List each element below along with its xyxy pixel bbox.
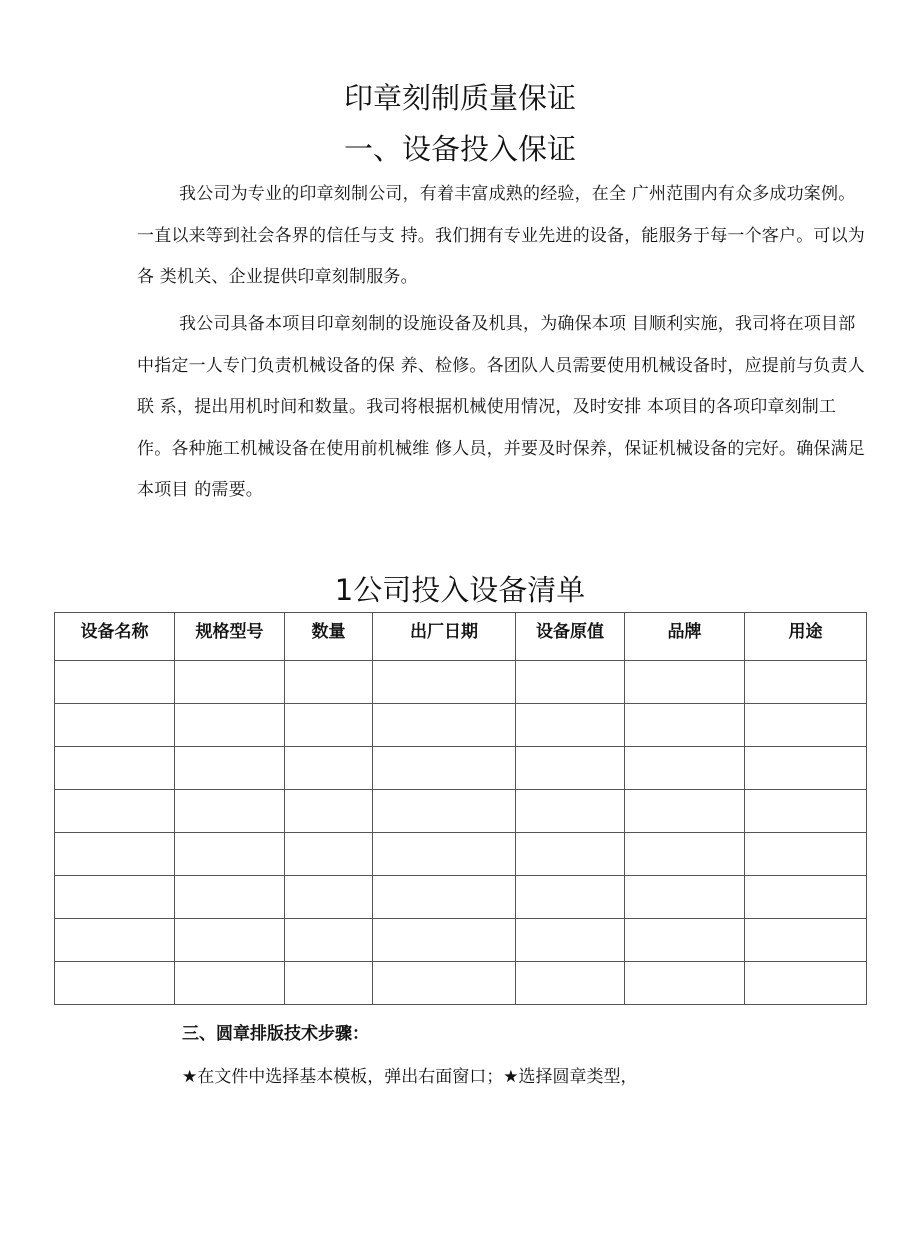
table-cell xyxy=(625,704,745,747)
table-cell xyxy=(175,704,285,747)
table-cell xyxy=(175,790,285,833)
equipment-table-title: 1公司投入设备清单 xyxy=(334,573,586,607)
table-cell xyxy=(373,919,516,962)
table-cell xyxy=(55,962,175,1005)
table-cell xyxy=(745,919,867,962)
table-row xyxy=(55,704,867,747)
table-cell xyxy=(516,962,625,1005)
table-header-row xyxy=(55,613,867,661)
header-spec-model: 规格型号 xyxy=(175,613,285,661)
table-cell xyxy=(285,704,373,747)
table-cell xyxy=(55,876,175,919)
header-equipment-name: 设备名称 xyxy=(55,613,175,661)
table-cell xyxy=(285,790,373,833)
paragraph-company-intro: 我公司为专业的印章刻制公司，有着丰富成熟的经验，在全 广州范围内有众多成功案例。一直以来等到社会各界的信任与支 持。我们拥有专业先进的设备，能服务于每一个客户。可以为各 类机关、企业提供印章刻制服务。 xyxy=(137,184,866,287)
table-cell xyxy=(745,833,867,876)
table-cell xyxy=(745,747,867,790)
table-cell xyxy=(516,747,625,790)
table-cell xyxy=(625,876,745,919)
table-cell xyxy=(175,962,285,1005)
table-cell xyxy=(745,962,867,1005)
header-brand: 品牌 xyxy=(625,613,745,661)
table-cell xyxy=(516,790,625,833)
table-cell xyxy=(55,747,175,790)
table-cell xyxy=(625,833,745,876)
table-body xyxy=(55,661,867,1005)
document-title: 印章刻制质量保证 xyxy=(343,81,576,115)
table-cell xyxy=(373,704,516,747)
table-cell xyxy=(285,747,373,790)
table-row xyxy=(55,962,867,1005)
table-cell xyxy=(285,833,373,876)
table-cell xyxy=(745,790,867,833)
table-cell xyxy=(175,876,285,919)
table-cell xyxy=(373,661,516,704)
table-cell xyxy=(55,919,175,962)
header-quantity: 数量 xyxy=(285,613,373,661)
table-cell xyxy=(625,919,745,962)
table-cell xyxy=(55,661,175,704)
table-cell xyxy=(285,876,373,919)
table-cell xyxy=(516,919,625,962)
section-three-text: ★在文件中选择基本模板，弹出右面窗口；★选择圆章类型， xyxy=(182,1067,638,1087)
table-cell xyxy=(55,704,175,747)
table-cell xyxy=(55,833,175,876)
header-manufacture-date: 出厂日期 xyxy=(373,613,516,661)
table-row xyxy=(55,919,867,962)
paragraph-equipment-guarantee: 我公司具备本项目印章刻制的设施设备及机具，为确保本项 目顺利实施，我司将在项目部中指定一人专门负责机械设备的保 养、检修。各团队人员需要使用机械设备时，应提前与负责人联 系，提出用机时间和数量。我司将根据机械使用情况，及时安排 本项目的各项印章刻制工作。各种施工机械设备在使用前机械维 修人员，并要及时保养，保证机械设备的完好。确保满足本项目 的需要。 xyxy=(137,314,866,500)
table-cell xyxy=(175,919,285,962)
table-cell xyxy=(373,876,516,919)
table-cell xyxy=(373,747,516,790)
table-cell xyxy=(285,919,373,962)
table-cell xyxy=(373,833,516,876)
table-row xyxy=(55,790,867,833)
header-original-value: 设备原值 xyxy=(516,613,625,661)
table-cell xyxy=(373,790,516,833)
table-row xyxy=(55,747,867,790)
table-cell xyxy=(285,962,373,1005)
table-cell xyxy=(745,876,867,919)
table-cell xyxy=(516,833,625,876)
table-cell xyxy=(175,661,285,704)
table-cell xyxy=(625,962,745,1005)
table-cell xyxy=(175,833,285,876)
table-cell xyxy=(516,704,625,747)
table-row xyxy=(55,661,867,704)
table-cell xyxy=(373,962,516,1005)
table-cell xyxy=(625,790,745,833)
table-cell xyxy=(745,704,867,747)
header-purpose: 用途 xyxy=(745,613,867,661)
table-row xyxy=(55,876,867,919)
equipment-table xyxy=(54,612,867,1005)
table-cell xyxy=(745,661,867,704)
table-cell xyxy=(175,747,285,790)
table-cell xyxy=(285,661,373,704)
section-one-title: 一、设备投入保证 xyxy=(343,132,576,166)
table-cell xyxy=(625,661,745,704)
section-three-title: 三、圆章排版技术步骤： xyxy=(182,1024,369,1044)
table-cell xyxy=(55,790,175,833)
table-cell xyxy=(516,876,625,919)
table-row xyxy=(55,833,867,876)
table-cell xyxy=(516,661,625,704)
table-cell xyxy=(625,747,745,790)
